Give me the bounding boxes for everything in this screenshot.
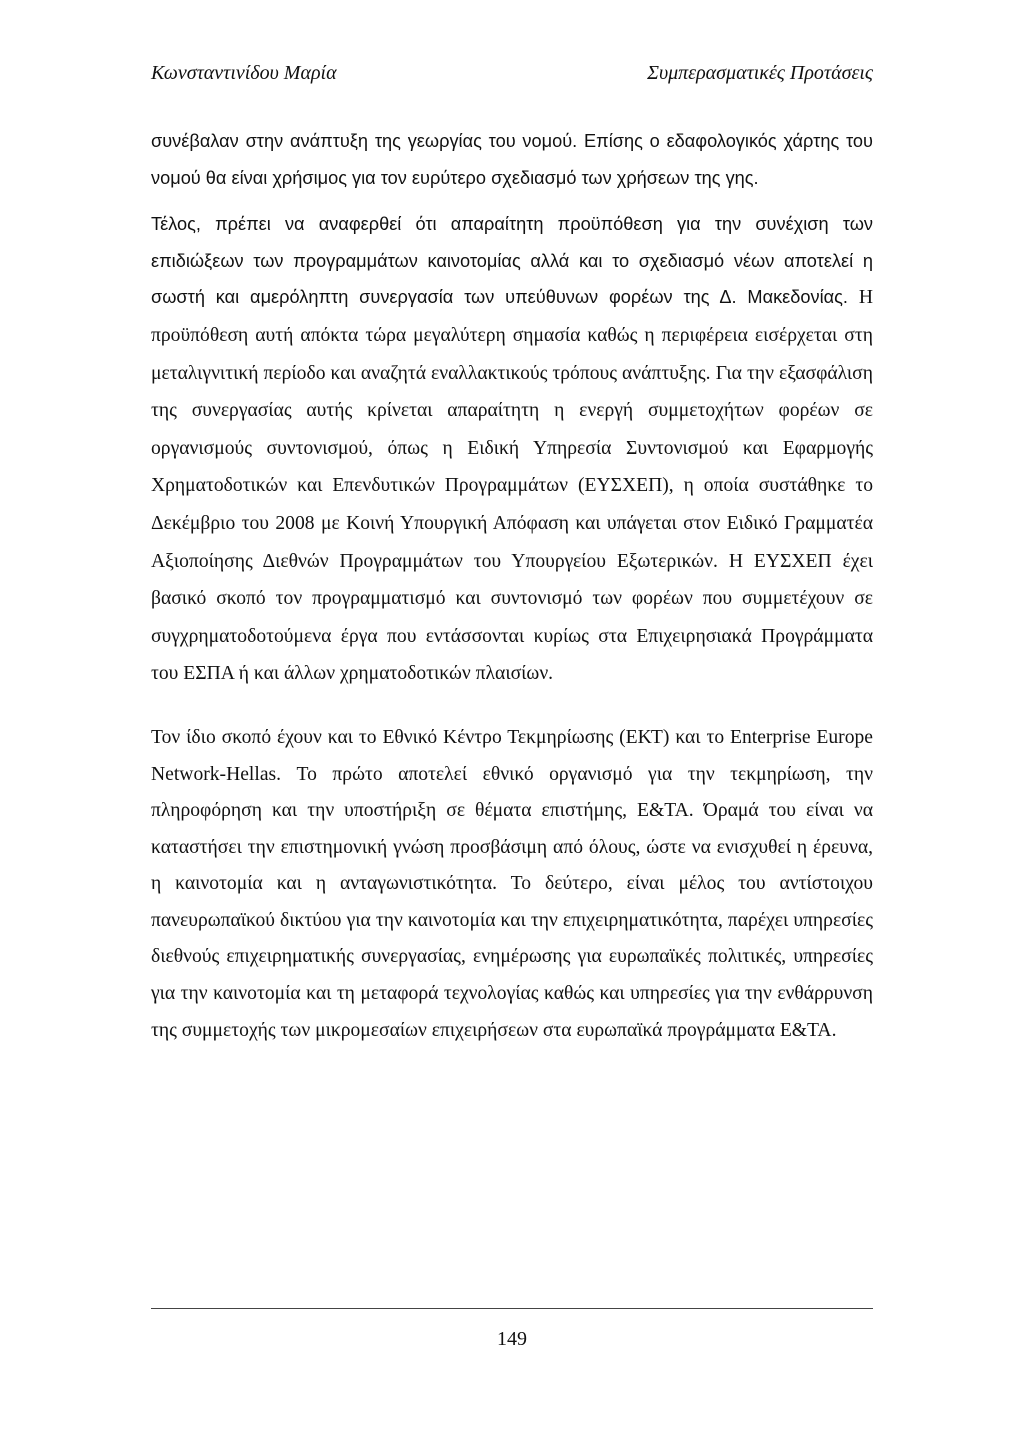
paragraph-3: Τον ίδιο σκοπό έχουν και το Εθνικό Κέντρο Τεκμηρίωσης (ΕΚΤ) και το Enterprise Europe Network-Hellas. Το πρώτο αποτελεί εθνικό οργανισμό για την τεκμηρίωση, την πληροφόρηση και την υποστήριξη σε θέματα επιστήμης, Ε&ΤΑ. Όραμά του είναι να καταστήσει την επιστημονική γνώση προσβάσιμη από όλους, ώστε να ενισχυθεί η έρευνα, η καινοτομία και η ανταγωνιστικότητα. Το δεύτερο, είναι μέλος του αντίστοιχου πανευρωπαϊκού δικτύου για την καινοτομία και την επιχειρηματικότητα, παρέχει υπηρεσίες διεθνούς επιχειρηματικής συνεργασίας, ενημέρωσης για ευρωπαϊκές πολιτικές, υπηρεσίες για την καινοτομία και τη μεταφορά τεχνολογίας καθώς και υπηρεσίες για την ενθάρρυνση της συμμετοχής των μικρομεσαίων επιχειρήσεων στα ευρωπαϊκά προγράμματα Ε&ΤΑ. [151, 726, 873, 1041]
footer-divider [151, 1308, 873, 1309]
document-body [151, 123, 873, 1049]
paragraph-1: συνέβαλαν στην ανάπτυξη της γεωργίας του νομού. Επίσης ο εδαφολογικός χάρτης του νομού θα είναι χρήσιμος για τον ευρύτερο σχεδιασμό των χρήσεων της γης. [151, 131, 873, 188]
page-number: 149 [497, 1328, 527, 1350]
paragraph-2-continuation: Η προϋπόθεση αυτή απόκτα τώρα μεγαλύτερη σημασία καθώς η περιφέρεια εισέρχεται στη μεταλιγνιτική περίοδο και αναζητά εναλλακτικούς τρόπους ανάπτυξης. [151, 287, 873, 384]
paragraph-2-continuation-2: Για την εξασφάλιση της συνεργασίας αυτής κρίνεται απαραίτητη η ενεργή συμμετοχήτων φορέων σε οργανισμούς συντονισμού, όπως η Ειδική Υπηρεσία Συντονισμού και Εφαρμογής Χρηματοδοτικών και Επενδυτικών Προγραμμάτων (ΕΥΣΧΕΠ), η οποία συστάθηκε το Δεκέμβριο του 2008 με Κοινή Υπουργική Απόφαση και υπάγεται στον Ειδικό Γραμματέα Αξιοποίησης Διεθνών Προγραμμάτων του Υπουργείου Εξωτερικών. Η ΕΥΣΧΕΠ έχει βασικό σκοπό τον προγραμματισμό και συντονισμό των φορέων που συμμετέχουν σε συγχρηματοδοτούμενα έργα που εντάσσονται κυρίως στα Επιχειρησιακά Προγράμματα του ΕΣΠΑ ή και άλλων χρηματοδοτικών πλαισίων. [151, 362, 873, 685]
header-section-title: Συμπερασματικές Προτάσεις [647, 62, 873, 84]
page-header [151, 62, 873, 85]
paragraph-2 [151, 206, 873, 693]
paragraph-2-text: Τέλος, πρέπει να αναφερθεί ότι απαραίτητη προϋπόθεση για την συνέχιση των επιδιώξεων των προγραμμάτων καινοτομίας αλλά και το σχεδιασμό νέων αποτελεί η σωστή και αμερόληπτη συνεργασία των υπεύθυνων φορέων της Δ. Μακεδονίας. [151, 214, 873, 308]
header-author: Κωνσταντινίδου Μαρία [151, 62, 337, 84]
